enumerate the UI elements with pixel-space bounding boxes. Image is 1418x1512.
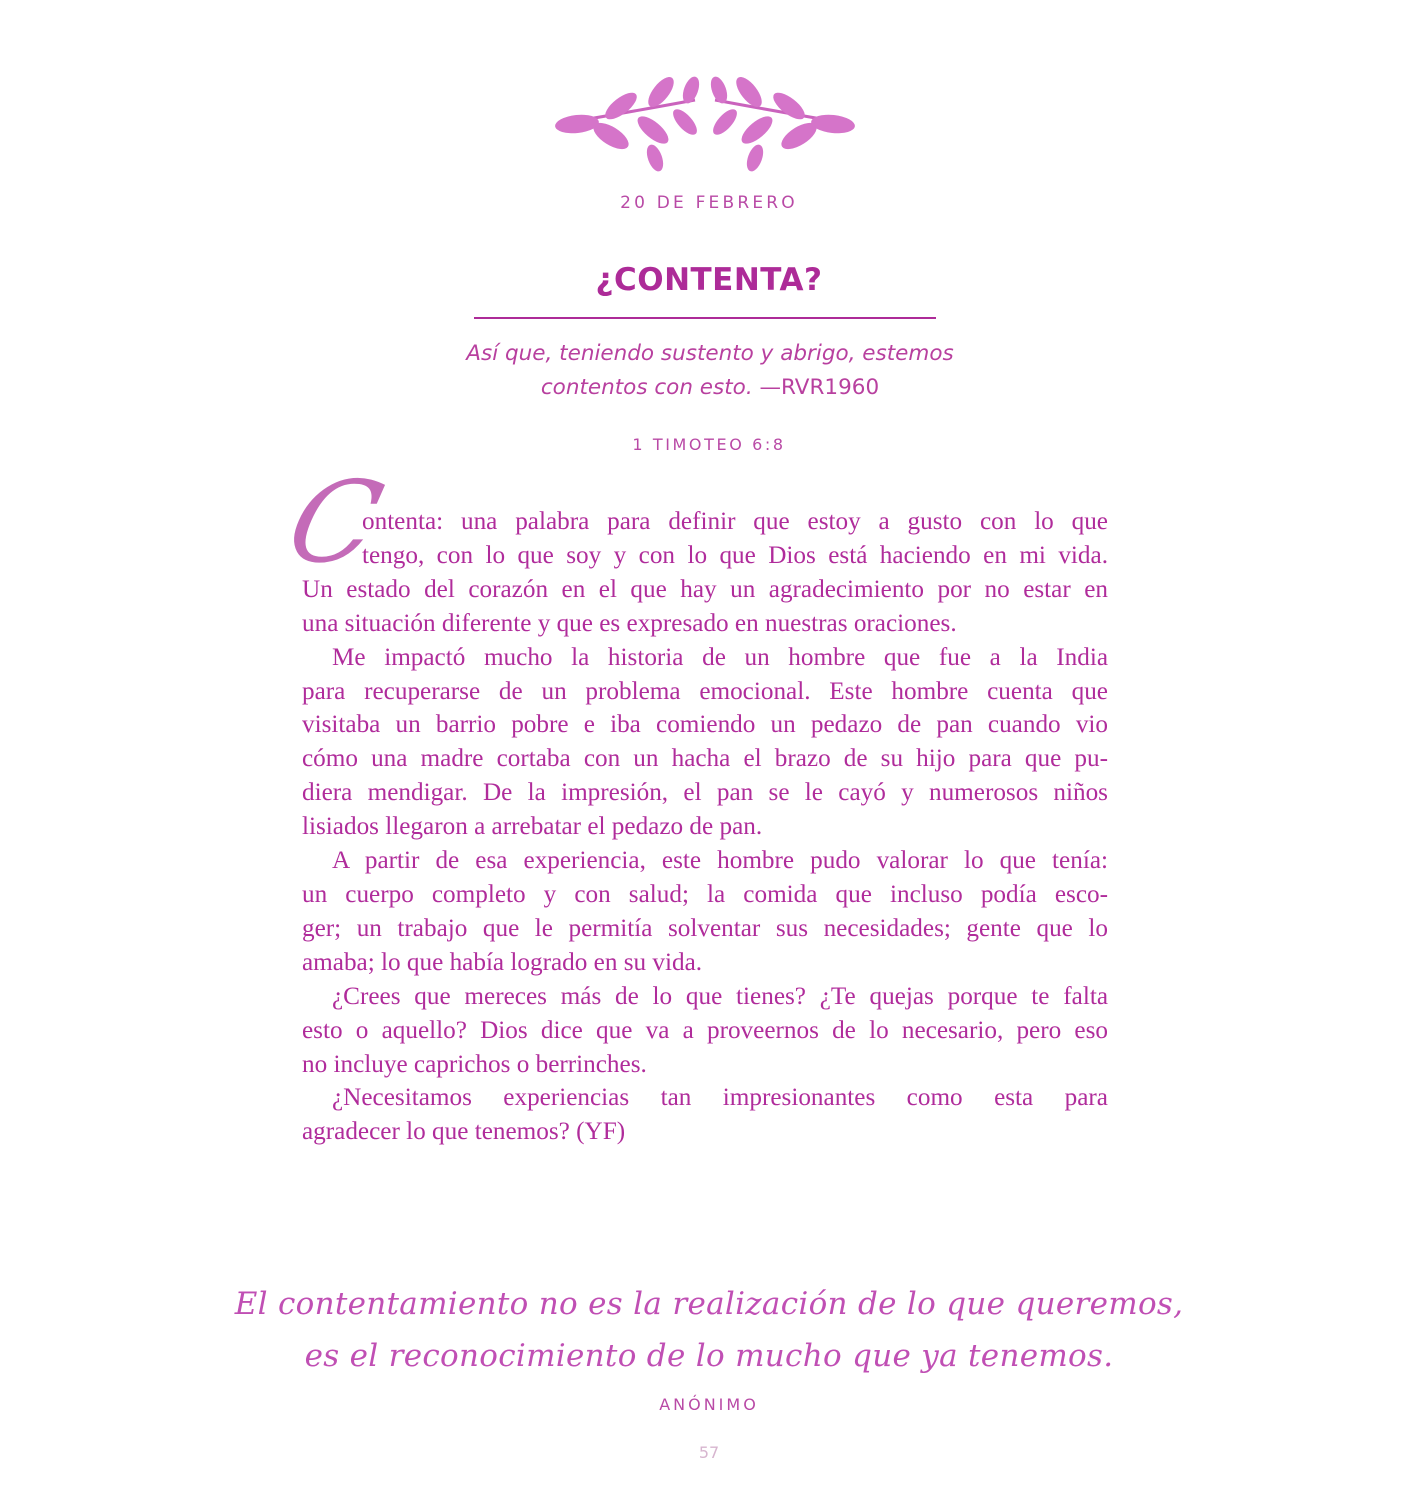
body-line: diera mendigar. De la impresión, el pan se le cayó y numerosos niños	[302, 779, 1108, 807]
leaf-sprig-ornament-icon	[549, 66, 861, 176]
body-line: ger; un trabajo que le permitía solventar sus necesidades; gente que lo	[302, 914, 1108, 942]
title-divider	[474, 317, 936, 319]
body-line: lisiados llegaron a arrebatar el pedazo de pan.	[302, 813, 763, 841]
drop-cap: C	[275, 458, 394, 588]
page-title: ¿CONTENTA?	[595, 262, 823, 298]
verse-line-2-text: contentos con esto.	[540, 375, 753, 400]
body-line: tengo, con lo que soy y con lo que Dios está haciendo en mi vida.	[362, 541, 1108, 569]
body-line: una situación diferente y que es expresado en nuestras oraciones.	[302, 609, 957, 637]
body-line: Un estado del corazón en el que hay un agradecimiento por no estar en	[302, 575, 1108, 603]
closing-quote	[0, 1278, 1418, 1382]
body-line: ¿Necesitamos experiencias tan impresionantes como esta para	[332, 1084, 1108, 1112]
body-line: un cuerpo completo y con salud; la comida que incluso podía esco-	[302, 880, 1108, 908]
devotional-body	[275, 458, 1108, 1149]
entry-date: 20 DE FEBRERO	[620, 193, 798, 213]
verse-version: —RVR1960	[759, 375, 880, 400]
body-line: amaba; lo que había logrado en su vida.	[302, 948, 703, 976]
verse-reference: 1 TIMOTEO 6:8	[632, 435, 786, 454]
quote-author: ANÓNIMO	[659, 1395, 759, 1414]
verse-line-2	[380, 371, 1040, 405]
quote-line-1: El contentamiento no es la realización de lo que queremos,	[234, 1286, 1184, 1322]
verse-quote	[380, 337, 1040, 405]
body-line: agradecer lo que tenemos? (YF)	[302, 1118, 626, 1146]
body-line: esto o aquello? Dios dice que va a proveernos de lo necesario, pero eso	[302, 1016, 1108, 1044]
quote-line-2: es el reconocimiento de lo mucho que ya tenemos.	[304, 1338, 1114, 1374]
body-line: no incluye caprichos o berrinches.	[302, 1050, 647, 1078]
body-line: para recuperarse de un problema emocional. Este hombre cuenta que	[302, 677, 1108, 705]
page-number: 57	[698, 1443, 720, 1462]
body-line: Me impactó mucho la historia de un hombre que fue a la India	[332, 643, 1108, 671]
body-line: cómo una madre cortaba con un hacha el brazo de su hijo para que pu-	[302, 745, 1108, 773]
body-line: visitaba un barrio pobre e iba comiendo un pedazo de pan cuando vio	[302, 711, 1108, 739]
body-line: ¿Crees que mereces más de lo que tienes? ¿Te quejas porque te falta	[332, 982, 1108, 1010]
body-line: ontenta: una palabra para definir que estoy a gusto con lo que	[362, 508, 1108, 535]
body-line: A partir de esa experiencia, este hombre pudo valorar lo que tenía:	[332, 847, 1108, 875]
verse-line-1: Así que, teniendo sustento y abrigo, estemos	[466, 341, 954, 366]
